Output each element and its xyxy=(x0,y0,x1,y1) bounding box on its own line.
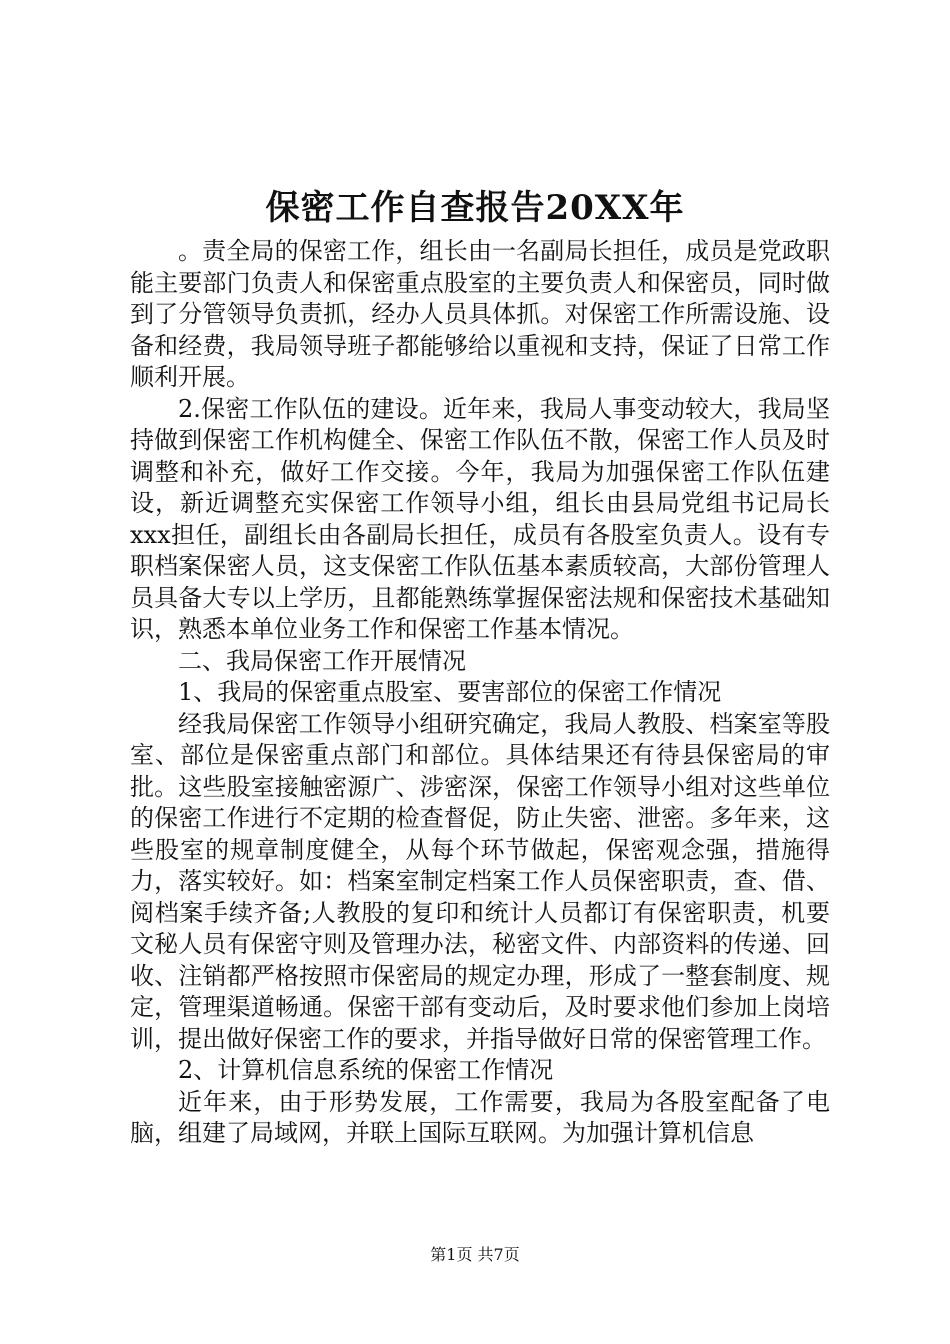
subsection-heading-1: 1、我局的保密重点股室、要害部位的保密工作情况 xyxy=(178,678,722,706)
document-body xyxy=(130,236,830,1150)
document-title: 保密工作自查报告20XX年 xyxy=(265,188,685,228)
page-footer: 第1页 共7页 xyxy=(430,1245,520,1264)
paragraph-3: 经我局保密工作领导小组研究确定，我局人教股、档案室等股室、部位是保密重点部门和部位。具体结果还有待县保密局的审批。这些股室接触密源广、涉密深，保密工作领导小组对这些单位的保密工作进行不定期的检查督促，防止失密、泄密。多年来，这些股室的规章制度健全，从每个环节做起，保密观念强，措施得力，落实较好。如：档案室制定档案工作人员保密职责，查、借、阅档案手续齐备;人教股的复印和统计人员都订有保密职责，机要文秘人员有保密守则及管理办法，秘密文件、内部资料的传递、回收、注销都严格按照市保密局的规定办理，形成了一整套制度、规定，管理渠道畅通。保密干部有变动后，及时要求他们参加上岗培训，提出做好保密工作的要求，并指导做好日常的保密管理工作。 xyxy=(130,709,830,1053)
section-heading-2: 二、我局保密工作开展情况 xyxy=(178,646,466,675)
subsection-heading-2: 2、计算机信息系统的保密工作情况 xyxy=(178,1056,554,1084)
paragraph-1: 。责全局的保密工作，组长由一名副局长担任，成员是党政职能主要部门负责人和保密重点股室的主要负责人和保密员，同时做到了分管领导负责抓，经办人员具体抓。对保密工作所需设施、设备和经费，我局领导班子都能够给以重视和支持，保证了日常工作顺利开展。 xyxy=(130,237,830,391)
paragraph-2: 2.保密工作队伍的建设。近年来，我局人事变动较大，我局坚持做到保密工作机构健全、保密工作队伍不散，保密工作人员及时调整和补充，做好工作交接。今年，我局为加强保密工作队伍建设，新近调整充实保密工作领导小组，组长由县局党组书记局长xxx担任，副组长由各副局长担任，成员有各股室负责人。设有专职档案保密人员，这支保密工作队伍基本素质较高，大部份管理人员具备大专以上学历，且都能熟练掌握保密法规和保密技术基础知识，熟悉本单位业务工作和保密工作基本情况。 xyxy=(130,394,830,643)
paragraph-4: 近年来，由于形势发展，工作需要，我局为各股室配备了电脑，组建了局域网，并联上国际互联网。为加强计算机信息 xyxy=(130,1087,830,1147)
